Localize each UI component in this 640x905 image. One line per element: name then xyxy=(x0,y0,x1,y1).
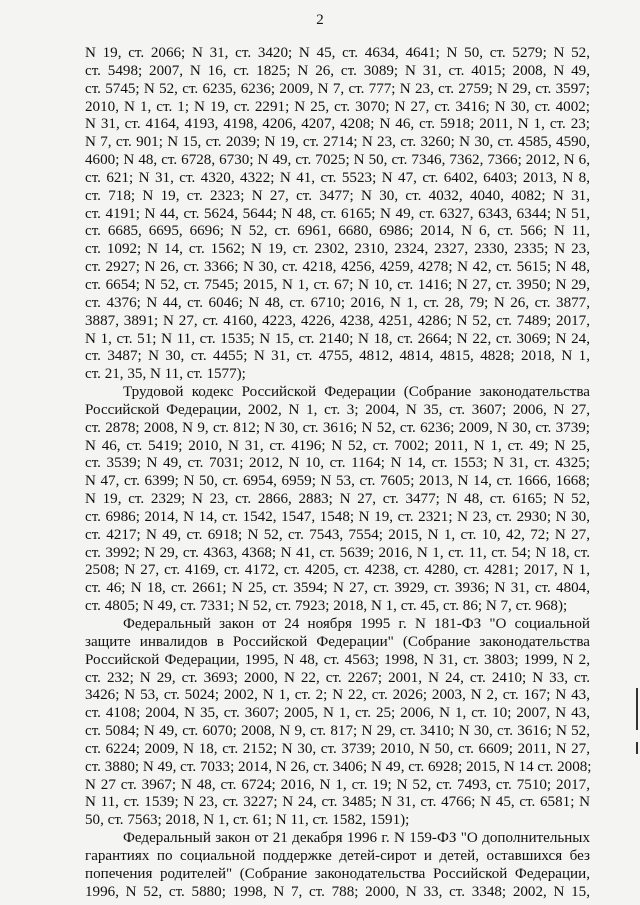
text-line: ст. 4191; N 44, ст. 5624, 5644; N 48, ст. 6165; N 49, ст. 6327, 6343, 6344; N 51, xyxy=(85,205,590,222)
text-line: ст. 4376; N 44, ст. 6046; N 48, ст. 6710; 2016, N 1, ст. 28, 79; N 26, ст. 3877, xyxy=(85,294,590,311)
text-line: Федеральный закон от 24 ноября 1995 г. N 181-ФЗ "О социальной xyxy=(123,616,590,632)
text-line: N 1, ст. 51; N 11, ст. 1535; N 15, ст. 2140; N 18, ст. 2664; N 22, ст. 3069; N 24, xyxy=(85,330,590,347)
text-line: ст. 6654; N 52, ст. 7545; 2015, N 1, ст. 67; N 10, ст. 1416; N 27, ст. 3950; N 29, xyxy=(85,276,590,293)
text-line: N 11, ст. 1539; N 23, ст. 3227; N 24, ст. 3485; N 31, ст. 4766; N 45, ст. 6581; N xyxy=(85,794,590,811)
text-line: 2010, N 1, ст. 1; N 19, ст. 2291; N 25, ст. 3070; N 27, ст. 3416; N 30, ст. 4002; xyxy=(85,98,590,115)
text-line: Трудовой кодекс Российской Федерации (Собрание законодательства xyxy=(123,384,590,401)
text-line: ст. 4805; N 49, ст. 7331; N 52, ст. 7923; 2018, N 1, ст. 45, ст. 86; N 7, ст. 968); xyxy=(85,598,568,615)
text-line: ст. 21, 35, N 11, ст. 1577); xyxy=(85,366,246,383)
text-line: ст. 3992; N 29, ст. 4363, 4368; N 41, ст. 5639; 2016, N 1, ст. 11, ст. 54; N 18, ст. xyxy=(85,544,590,561)
text-line: 1996, N 52, ст. 5880; 1998, N 7, ст. 788; 2000, N 33, ст. 3348; 2002, N 15, xyxy=(85,883,590,900)
text-line: ст. 621; N 31, ст. 4320, 4322; N 41, ст. 5523; N 47, ст. 6402, 6403; 2013, N 8, xyxy=(85,169,590,186)
text-line: ст. 3539; N 49, ст. 7031; 2012, N 10, ст. 1164; N 14, ст. 1553; N 31, ст. 4325; xyxy=(85,455,590,472)
text-line: Федеральный закон от 21 декабря 1996 г. N 159-ФЗ "О дополнительных xyxy=(123,830,590,847)
scan-edge-mark xyxy=(636,688,638,730)
text-line: 50, ст. 7563; 2018, N 1, ст. 61; N 11, ст. 1582, 1591); xyxy=(85,812,410,829)
text-line: ст. 5745; N 52, ст. 6235, 6236; 2009, N 7, ст. 777; N 23, ст. 2759; N 29, ст. 3597; xyxy=(85,80,590,97)
text-line: ст. 2927; N 26, ст. 3366; N 30, ст. 4218, 4256, 4259, 4278; N 42, ст. 5615; N 48, xyxy=(85,259,590,276)
page-number: 2 xyxy=(316,12,324,28)
text-line: N 46, ст. 5419; 2010, N 31, ст. 4196; N 52, ст. 7002; 2011, N 1, ст. 49; N 25, xyxy=(85,437,590,454)
text-line: ст. 5084; N 49, ст. 6070; 2008, N 9, ст. 817; N 29, ст. 3410; N 30, ст. 3616; N 52, xyxy=(85,723,590,740)
text-line: ст. 232; N 29, ст. 3693; 2000, N 22, ст. 2267; 2001, N 24, ст. 2410; N 33, ст. xyxy=(85,669,590,686)
text-line: ст. 3880; N 49, ст. 7033; 2014, N 26, ст. 3406; N 49, ст. 6928; 2015, N 14 ст. 2008; xyxy=(85,758,592,775)
text-line: ст. 5498; 2007, N 16, ст. 1825; N 26, ст. 3089; N 31, ст. 4015; 2008, N 49, xyxy=(85,62,590,79)
text-line: N 27 ст. 3967; N 48, ст. 6724; 2016, N 1, ст. 19; N 52, ст. 7493, ст. 7510; 2017, xyxy=(85,776,590,793)
text-line: N 19, ст. 2329; N 23, ст. 2866, 2883; N 27, ст. 3477; N 48, ст. 6165; N 52, xyxy=(85,491,590,508)
text-line: ст. 2878; 2008, N 9, ст. 812; N 30, ст. 3616; N 52, ст. 6236; 2009, N 30, ст. 3739; xyxy=(85,419,590,436)
text-line: ст. 6224; 2009, N 18, ст. 2152; N 30, ст. 3739; 2010, N 50, ст. 6609; 2011, N 27, xyxy=(85,740,590,757)
text-line: N 7, ст. 901; N 15, ст. 2039; N 19, ст. 2714; N 23, ст. 3260; N 30, ст. 4585, 4590, xyxy=(85,134,590,151)
scan-edge-mark xyxy=(636,742,638,754)
document-body xyxy=(85,45,590,902)
text-line: ст. 4217; N 49, ст. 6918; N 52, ст. 7543, 7554; 2015, N 1, ст. 10, 42, 72; N 27, xyxy=(85,526,590,543)
text-line: защите инвалидов в Российской Федерации" (Собрание законодательства xyxy=(85,633,590,650)
text-line: N 31, ст. 4164, 4193, 4198, 4206, 4207, 4208; N 46, ст. 5918; 2011, N 1, ст. 23; xyxy=(85,116,590,133)
text-line: N 19, ст. 2066; N 31, ст. 3420; N 45, ст. 4634, 4641; N 50, ст. 5279; N 52, xyxy=(85,45,590,61)
text-line: ст. 6986; 2014, N 14, ст. 1542, 1547, 1548; N 19, ст. 2321; N 23, ст. 2930; N 30, xyxy=(85,508,590,525)
text-line: ст. 6685, 6695, 6696; N 52, ст. 6961, 6680, 6986; 2014, N 6, ст. 566; N 11, xyxy=(85,223,590,240)
text-line: 2508; N 27, ст. 4169, ст. 4172, ст. 4205, ст. 4238, ст. 4280, ст. 4281; 2017, N 1, xyxy=(85,562,590,579)
text-line: ст. 718; N 19, ст. 2323; N 27, ст. 3477; N 30, ст. 4032, 4040, 4082; N 31, xyxy=(85,187,590,204)
text-line: попечения родителей" (Собрание законодательства Российской Федерации, xyxy=(85,865,590,882)
text-line: гарантиях по социальной поддержке детей-сирот и детей, оставшихся без xyxy=(85,847,590,864)
text-line: ст. 3487; N 30, ст. 4455; N 31, ст. 4755, 4812, 4814, 4815, 4828; 2018, N 1, xyxy=(85,348,590,365)
text-line: 3887, 3891; N 27, ст. 4160, 4223, 4226, 4238, 4251, 4286; N 52, ст. 7489; 2017, xyxy=(85,312,590,329)
text-line: N 47, ст. 6399; N 50, ст. 6954, 6959; N 53, ст. 7605; 2013, N 14, ст. 1666, 1668; xyxy=(85,473,590,490)
text-line: Российской Федерации, 1995, N 48, ст. 4563; 1998, N 31, ст. 3803; 1999, N 2, xyxy=(85,651,590,668)
text-line: 3426; N 53, ст. 5024; 2002, N 1, ст. 2; N 22, ст. 2026; 2003, N 2, ст. 167; N 43, xyxy=(85,687,590,704)
text-line: 4600; N 48, ст. 6728, 6730; N 49, ст. 7025; N 50, ст. 7346, 7362, 7366; 2012, N 6, xyxy=(85,152,590,169)
text-line: ст. 1092; N 14, ст. 1562; N 19, ст. 2302, 2310, 2324, 2327, 2330, 2335; N 23, xyxy=(85,241,590,258)
text-line: ст. 46; N 18, ст. 2661; N 25, ст. 3594; N 27, ст. 3929, ст. 3936; N 31, ст. 4804, xyxy=(85,580,590,597)
text-line: Российской Федерации, 2002, N 1, ст. 3; 2004, N 35, ст. 3607; 2006, N 27, xyxy=(85,401,590,418)
text-line: ст. 4108; 2004, N 35, ст. 3607; 2005, N 1, ст. 25; 2006, N 1, ст. 10; 2007, N 43, xyxy=(85,705,590,722)
